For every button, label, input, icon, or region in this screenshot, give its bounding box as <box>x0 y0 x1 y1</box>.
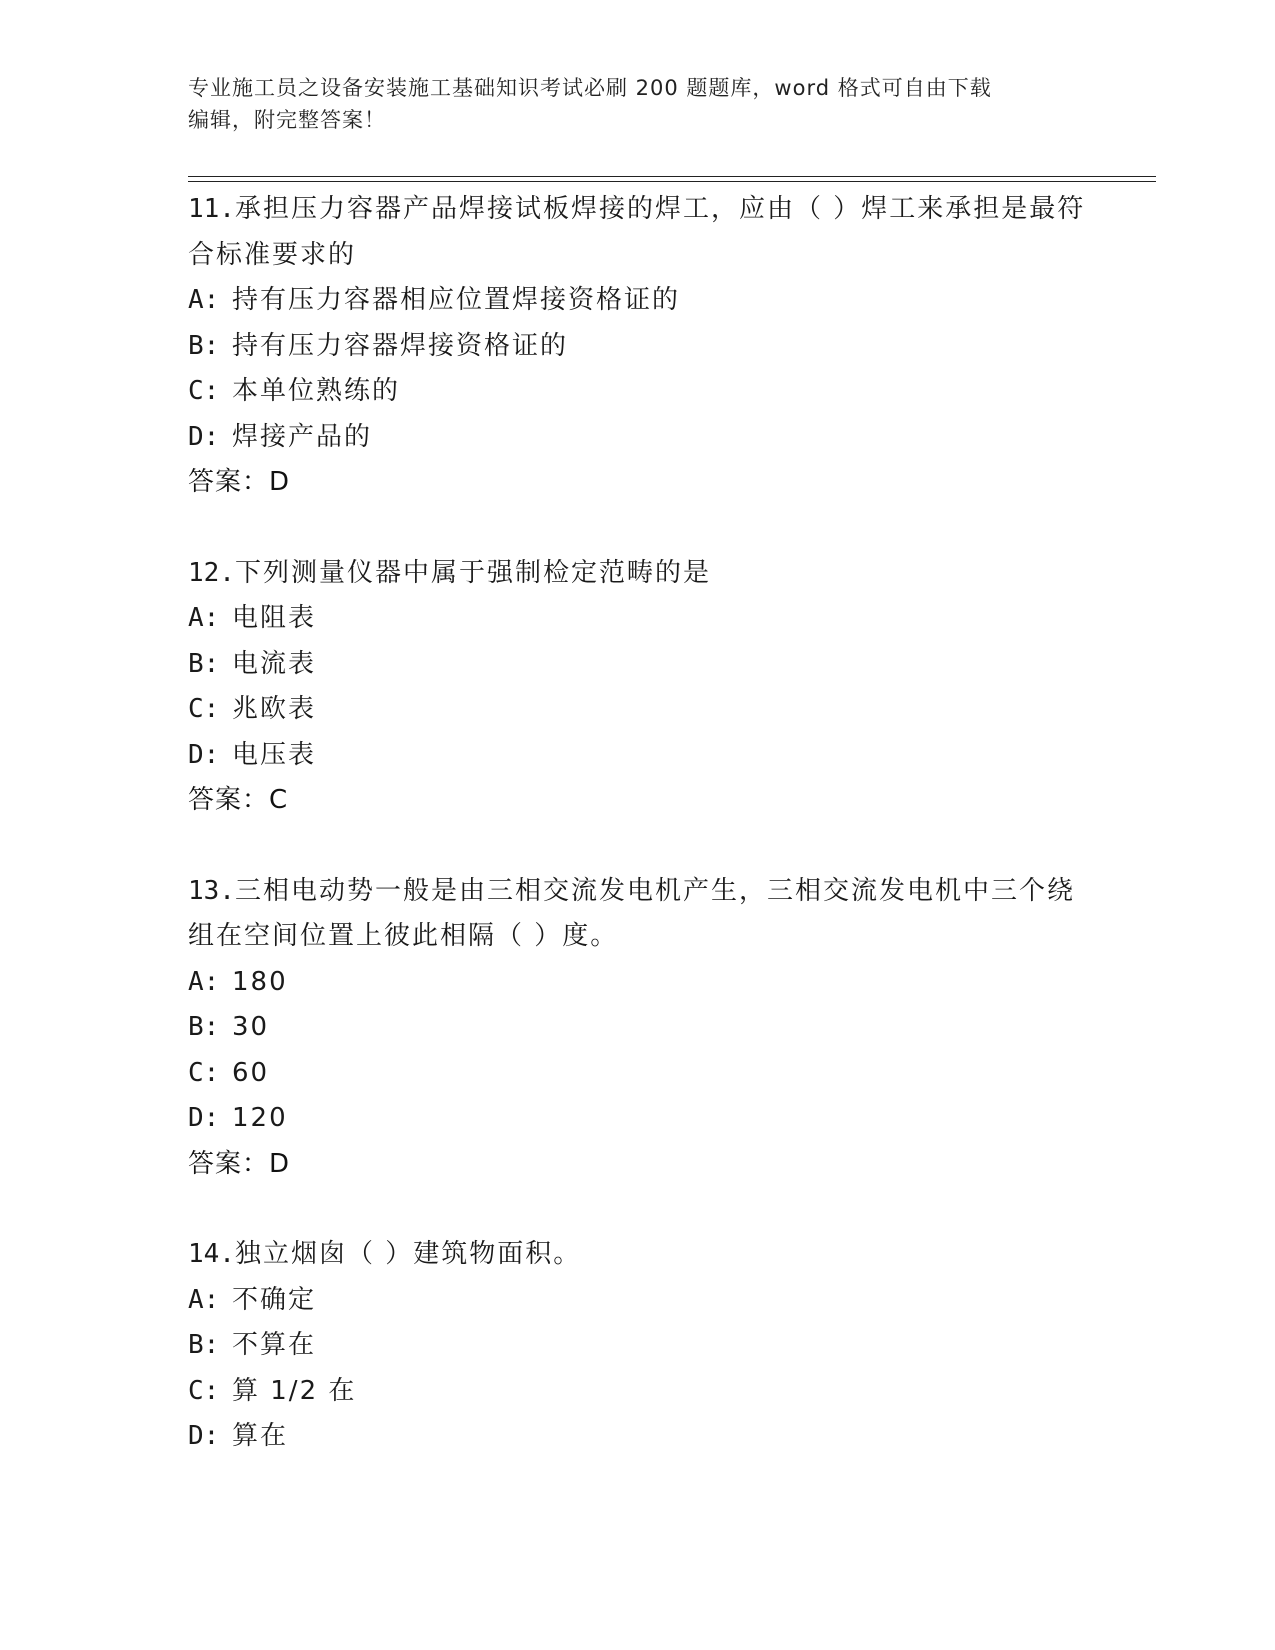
question-13 <box>188 869 1088 1188</box>
option-list <box>188 960 1088 1142</box>
question-stem <box>188 551 1088 597</box>
option-text: 算在 <box>232 1421 289 1451</box>
answer-line <box>188 778 1088 824</box>
option-a <box>188 1278 1088 1324</box>
option-letter: C: <box>188 694 220 724</box>
question-text: 独立烟囱（ ）建筑物面积。 <box>234 1239 582 1269</box>
option-d <box>188 1414 1088 1460</box>
option-letter: A: <box>188 1284 220 1315</box>
option-b <box>188 324 1088 370</box>
answer-line <box>188 460 1088 506</box>
question-list <box>188 187 1088 1505</box>
option-letter: D: <box>188 739 220 770</box>
answer-label: 答案： <box>188 1148 270 1179</box>
option-b <box>188 1005 1088 1051</box>
answer-value: D <box>269 1148 291 1179</box>
document-header <box>188 72 1068 136</box>
option-c <box>188 1369 1088 1415</box>
answer-value: C <box>269 785 289 815</box>
option-b <box>188 642 1088 688</box>
option-list <box>188 278 1088 460</box>
question-text: 三相电动势一般是由三相交流发电机产生，三相交流发电机中三个绕组在空间位置上彼此相隔（ ）度。 <box>188 875 1075 951</box>
option-text: 算 1/2 在 <box>232 1375 357 1406</box>
option-text: 180 <box>232 966 288 997</box>
question-number: 13. <box>188 875 235 906</box>
option-letter: A: <box>188 603 220 633</box>
option-text: 焊接产品的 <box>232 421 373 452</box>
option-c <box>188 687 1088 733</box>
header-divider-bottom <box>188 181 1156 182</box>
option-text: 持有压力容器相应位置焊接资格证的 <box>232 285 681 315</box>
question-14 <box>188 1232 1088 1460</box>
option-text: 电流表 <box>232 648 317 679</box>
option-letter: D: <box>188 1103 220 1133</box>
option-d <box>188 733 1088 779</box>
option-c <box>188 369 1088 415</box>
answer-label: 答案： <box>188 467 270 497</box>
header-line-2: 编辑，附完整答案！ <box>188 108 386 132</box>
question-text: 承担压力容器产品焊接试板焊接的焊工，应由（ ）焊工来承担是最符合标准要求的 <box>188 194 1086 270</box>
option-letter: C: <box>188 376 220 406</box>
option-text: 持有压力容器焊接资格证的 <box>232 330 569 361</box>
question-stem <box>188 869 1088 960</box>
option-list <box>188 596 1088 778</box>
option-letter: B: <box>188 648 220 679</box>
answer-line <box>188 1142 1088 1188</box>
question-stem <box>188 187 1088 278</box>
header-line-1: 专业施工员之设备安装施工基础知识考试必刷 200 题题库，word 格式可自由下载 <box>188 76 992 100</box>
question-number: 14. <box>188 1239 235 1269</box>
option-letter: C: <box>188 1375 220 1406</box>
option-d <box>188 415 1088 461</box>
option-letter: B: <box>188 1330 220 1360</box>
option-d <box>188 1096 1088 1142</box>
option-text: 电压表 <box>232 739 317 770</box>
option-text: 不算在 <box>232 1330 317 1360</box>
option-a <box>188 278 1088 324</box>
option-c <box>188 1051 1088 1097</box>
option-text: 30 <box>232 1012 270 1042</box>
option-letter: A: <box>188 285 220 315</box>
question-12 <box>188 551 1088 824</box>
answer-label: 答案： <box>188 785 270 815</box>
question-11 <box>188 187 1088 506</box>
header-divider-top <box>188 176 1156 177</box>
option-a <box>188 596 1088 642</box>
option-text: 兆欧表 <box>232 694 317 724</box>
option-letter: D: <box>188 421 220 452</box>
question-number: 12. <box>188 557 235 588</box>
option-list <box>188 1278 1088 1460</box>
option-letter: B: <box>188 1012 220 1042</box>
option-letter: D: <box>188 1421 220 1451</box>
option-text: 电阻表 <box>232 603 317 633</box>
option-a <box>188 960 1088 1006</box>
answer-value: D <box>269 467 291 497</box>
option-letter: C: <box>188 1057 220 1088</box>
option-text: 120 <box>232 1103 288 1133</box>
option-text: 60 <box>232 1057 270 1088</box>
question-stem <box>188 1232 1088 1278</box>
option-text: 本单位熟练的 <box>232 376 401 406</box>
option-text: 不确定 <box>232 1284 317 1315</box>
question-text: 下列测量仪器中属于强制检定范畴的是 <box>234 557 711 588</box>
option-letter: B: <box>188 330 220 361</box>
option-b <box>188 1323 1088 1369</box>
question-number: 11. <box>188 194 235 224</box>
option-letter: A: <box>188 966 220 997</box>
